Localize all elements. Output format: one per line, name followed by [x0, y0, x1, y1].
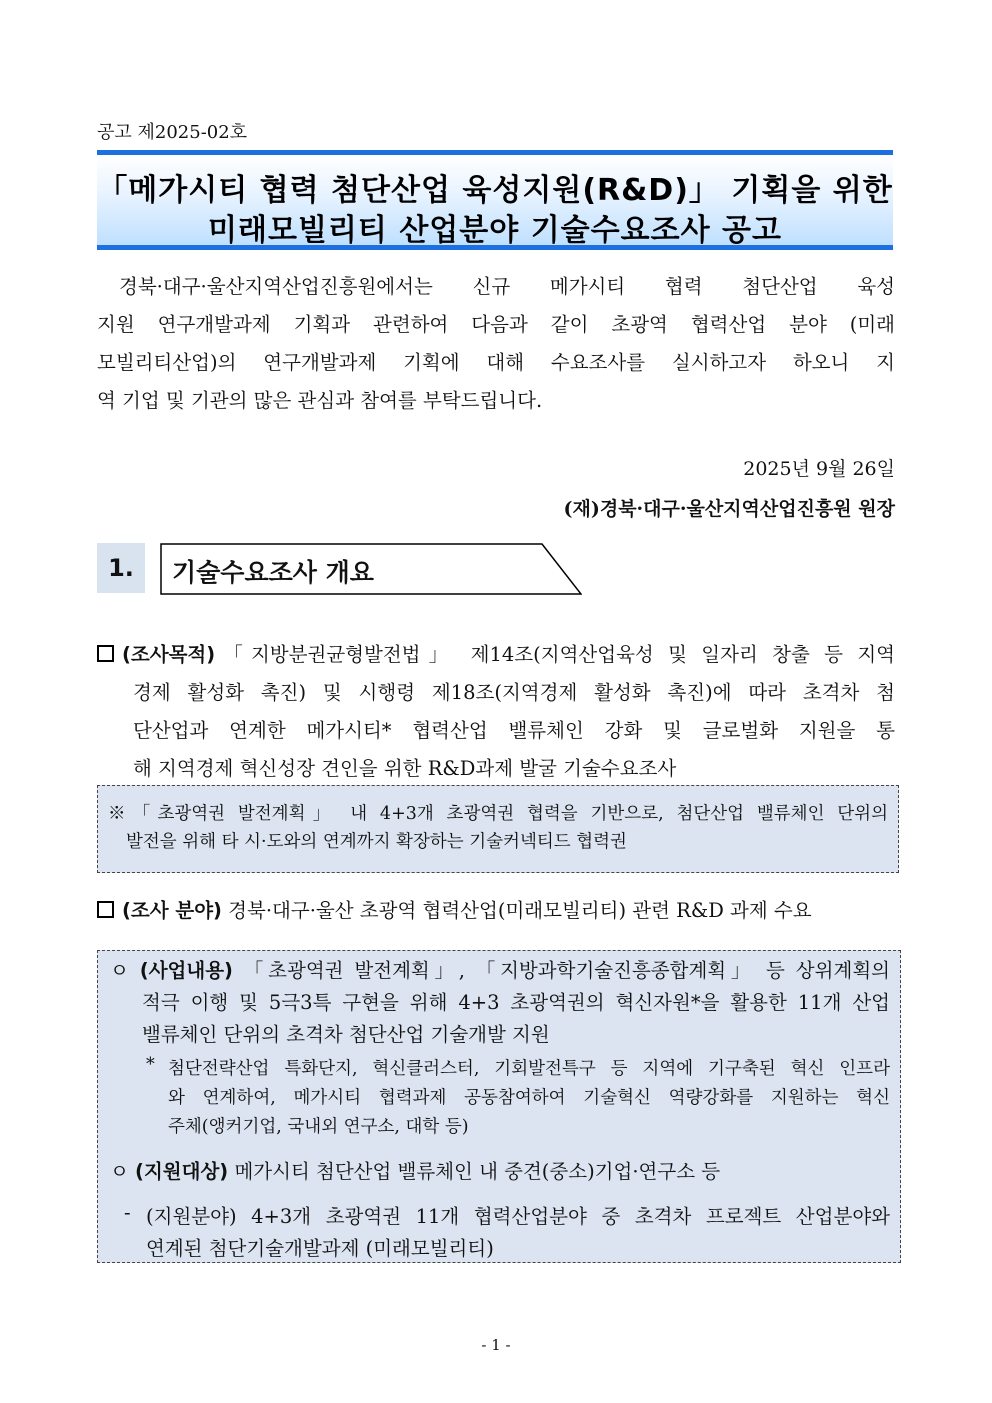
circle-bullet: ㅇ — [110, 959, 129, 982]
note-line: 발전을 위해 타 시·도와의 연계까지 확장하는 기술커넥티드 협력권 — [126, 832, 627, 852]
footnote-line: 와 연계하여, 메가시티 협력과제 공동참여하여 기술혁신 역량강화를 지원하는 혁신 — [168, 1088, 890, 1108]
business-label: (사업내용) — [139, 959, 233, 982]
title-line-1: 「메가시티 협력 첨단산업 육성지원(R&D)」 기획을 위한 — [97, 173, 893, 208]
section-title: 기술수요조사 개요 — [172, 558, 374, 587]
circle-bullet: ㅇ — [110, 1160, 129, 1183]
checkbox-square-icon — [97, 901, 114, 918]
purpose-label: (조사목적) — [122, 643, 216, 666]
purpose-line: 경제 활성화 촉진) 및 시행령 제18조(지역경제 활성화 촉진)에 따라 초격차 첨 — [133, 681, 895, 704]
dash-marker: - — [124, 1201, 131, 1224]
title-line-2: 미래모빌리티 산업분야 기술수요조사 공고 — [208, 213, 782, 248]
target-line — [110, 1156, 720, 1184]
footnote-marker: * — [146, 1055, 155, 1075]
business-line: 적극 이행 및 5극3특 구현을 위해 4+3 초광역권의 혁신자원*을 활용한 11개 산업 — [142, 991, 890, 1014]
footnote-line: 주체(앵커기업, 국내외 연구소, 대학 등) — [168, 1117, 469, 1137]
field-line — [97, 895, 812, 923]
business-line: 「초광역권 발전계획」, 「지방과학기술진흥종합계획」 등 상위계획의 — [243, 959, 890, 982]
title-banner — [97, 150, 893, 250]
notice-date: 2025년 9월 26일 — [743, 458, 895, 480]
notice-number: 공고 제2025-02호 — [97, 122, 248, 143]
checkbox-square-icon — [97, 645, 114, 662]
target-label: (지원대상) — [135, 1160, 229, 1183]
purpose-line: 단산업과 연계한 메가시티* 협력산업 밸류체인 강화 및 글로벌화 지원을 통 — [133, 719, 895, 742]
note-box — [97, 785, 899, 873]
target-sub-line: 연계된 첨단기술개발과제 (미래모빌리티) — [146, 1237, 494, 1260]
target-text: 메가시티 첨단산업 밸류체인 내 중견(중소)기업·연구소 등 — [234, 1160, 721, 1183]
section-number: 1. — [97, 543, 145, 593]
intro-paragraph — [97, 268, 895, 420]
intro-line: 경북·대구·울산지역산업진흥원에서는 신규 메가시티 협력 첨단산업 육성 — [119, 275, 895, 298]
purpose-line: 「지방분권균형발전법」 제14조(지역산업육성 및 일자리 창출 등 지역 — [215, 643, 895, 666]
issuing-organization: (재)경북·대구·울산지역산업진흥원 원장 — [563, 498, 895, 520]
purpose-first-line — [97, 636, 895, 674]
detail-box — [97, 950, 901, 1263]
footnote-line: 첨단전략산업 특화단지, 혁신클러스터, 기회발전특구 등 지역에 기구축된 혁신 인프라 — [168, 1059, 890, 1079]
note-line: ※「초광역권 발전계획」 내 4+3개 초광역권 협력을 기반으로, 첨단산업 밸류체인 단위의 — [108, 804, 888, 824]
business-line: 밸류체인 단위의 초격차 첨단산업 기술개발 지원 — [142, 1023, 550, 1046]
purpose-block — [97, 636, 895, 788]
field-label: (조사 분야) — [122, 899, 222, 922]
intro-line: 모빌리티산업)의 연구개발과제 기획에 대해 수요조사를 실시하고자 하오니 지 — [97, 351, 895, 374]
target-sub-line: (지원분야) 4+3개 초광역권 11개 협력산업분야 중 초격차 프로젝트 산업분야와 — [146, 1205, 890, 1228]
page-number: - 1 - — [481, 1336, 511, 1354]
intro-line: 역 기업 및 기관의 많은 관심과 참여를 부탁드립니다. — [97, 389, 543, 412]
business-first-line — [110, 955, 890, 983]
intro-line: 지원 연구개발과제 기획과 관련하여 다음과 같이 초광역 협력산업 분야 (미래 — [97, 313, 895, 336]
purpose-line: 해 지역경제 혁신성장 견인을 위한 R&D과제 발굴 기술수요조사 — [133, 757, 677, 780]
field-text: 경북·대구·울산 초광역 협력산업(미래모빌리티) 관련 R&D 과제 수요 — [228, 899, 812, 922]
